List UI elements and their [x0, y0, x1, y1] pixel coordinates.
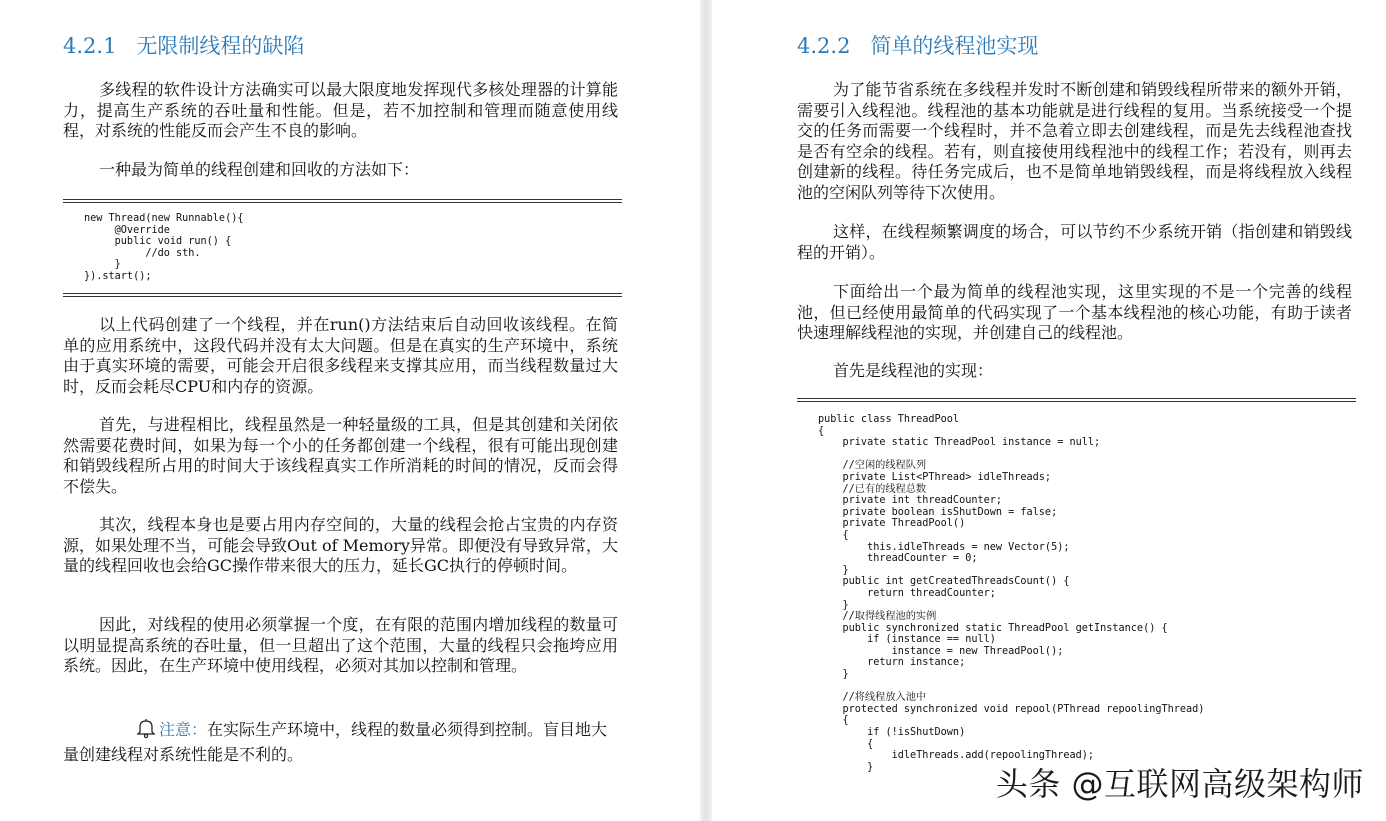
section-heading-4-2-1: [63, 30, 304, 60]
code-block: new Thread(new Runnable(){ @Override public void run() { //do sth. } }).start();: [84, 213, 244, 282]
bell-icon: [99, 717, 157, 745]
section-heading-4-2-2: [797, 30, 1038, 60]
paragraph: 下面给出一个最为简单的线程池实现，这里实现的不是一个完善的线程池，但已经使用最简单的代码实现了一个基本线程池的核心功能，有助于读者快速理解线程池的实现，并创建自己的线程池。: [797, 282, 1352, 342]
code-block: public class ThreadPool { private static ThreadPool instance = null; //空闲的线程队列 private List<PThread> idleThreads; //已有的线程总数 private int threadCounter; private boolean isShutDown = false; private ThreadPool() { this.idleThreads = new Vector(5); threadCounter = 0; } public int getCreatedThreadsCount() { return threadCounter; } //取得线程池的实例 public synchronized static ThreadPool getInstance() { if (instance == null) instance = new ThreadPool(); return instance; } //将线程放入池中 protected synchronized void repool(PThread repoolingThread) { if (!isShutDown) { idleThreads.add(repoolingThread); }: [818, 414, 1205, 773]
section-number: 4.2.2: [797, 34, 851, 58]
section-title: 简单的线程池实现: [870, 34, 1039, 58]
note-label: 注意：: [159, 720, 208, 739]
code-block-bottom-rule: [63, 293, 622, 297]
paragraph: 其次，线程本身也是要占用内存空间的，大量的线程会抢占宝贵的内存资源，如果处理不当，可能会导致Out of Memory异常。即便没有导致异常，大量的线程回收也会给GC操作带来很大的压力，延长GC执行的停顿时间。: [63, 515, 618, 575]
paragraph: 一种最为简单的线程创建和回收的方法如下：: [99, 160, 420, 179]
note-text: 在实际生产环境中，线程的数量必须得到控制。盲目地大量创建线程对系统性能是不利的。: [63, 720, 608, 764]
paragraph: 首先，与进程相比，线程虽然是一种轻量级的工具，但是其创建和关闭依然需要花费时间，如果为每一个小的任务都创建一个线程，很有可能出现创建和销毁线程所占用的时间大于该线程真实工作所消耗的时间的情况，反而会得不偿失。: [63, 415, 618, 496]
right-page: [712, 0, 1386, 821]
paragraph: 这样，在线程频繁调度的场合，可以节约不少系统开销（指创建和销毁线程的开销）。: [797, 222, 1352, 262]
paragraph: 多线程的软件设计方法确实可以最大限度地发挥现代多核处理器的计算能力，提高生产系统的吞吐量和性能。但是，若不加控制和管理而随意使用线程，对系统的性能反而会产生不良的影响。: [63, 80, 618, 140]
paragraph: 为了能节省系统在多线程并发时不断创建和销毁线程所带来的额外开销，需要引入线程池。线程池的基本功能就是进行线程的复用。当系统接受一个提交的任务而需要一个线程时，并不急着立即去创建线程，而是先去线程池查找是否有空余的线程。若有，则直接使用线程池中的线程工作；若没有，则再去创建新的线程。待任务完成后，也不是简单地销毁线程，而是将线程放入线程池的空闲队列等待下次使用。: [797, 80, 1352, 202]
watermark: 头条 @互联网高级架构师: [995, 765, 1364, 803]
paragraph: 以上代码创建了一个线程，并在run()方法结束后自动回收该线程。在简单的应用系统中，这段代码并没有太大问题。但是在真实的生产环境中，系统由于真实环境的需要，可能会开启很多线程来支撑其应用，而当线程数量过大时，反而会耗尽CPU和内存的资源。: [63, 315, 618, 396]
section-number: 4.2.1: [63, 34, 117, 58]
code-block-top-rule: [797, 398, 1356, 402]
code-block-top-rule: [63, 199, 622, 203]
paragraph: 因此，对线程的使用必须掌握一个度，在有限的范围内增加线程的数量可以明显提高系统的吞吐量，但一旦超出了这个范围，大量的线程只会拖垮应用系统。因此，在生产环境中使用线程，必须对其加以控制和管理。: [63, 615, 618, 675]
paragraph: 首先是线程池的实现：: [833, 361, 994, 380]
section-title: 无限制线程的缺陷: [136, 34, 305, 58]
page-gutter: [700, 0, 712, 821]
note-callout: [63, 717, 608, 765]
